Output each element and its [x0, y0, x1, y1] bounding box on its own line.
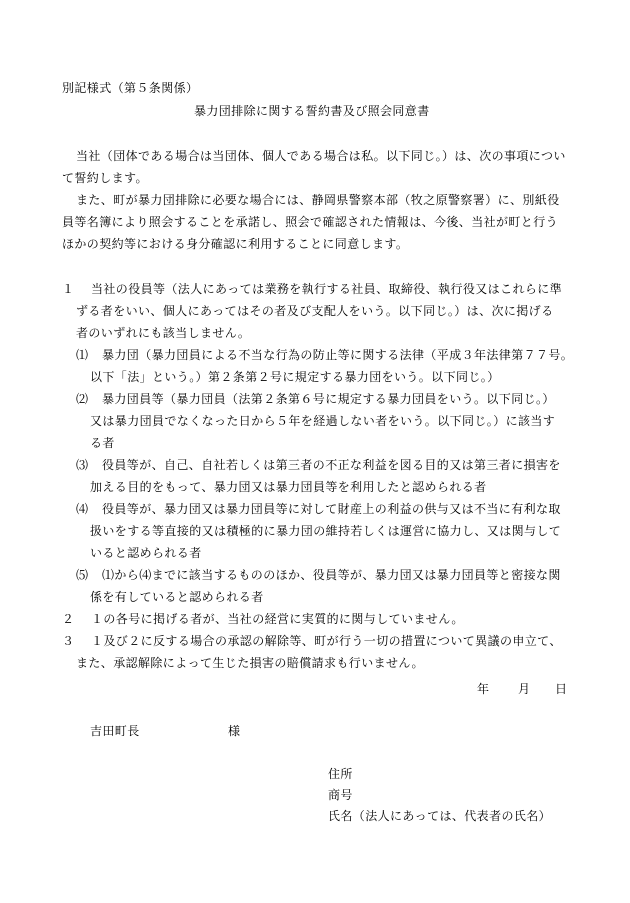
address-label: 住所	[328, 767, 353, 781]
intro-paragraph-1-line-2: て誓約します。	[62, 171, 148, 185]
sub-item-2-number: ⑵	[76, 392, 89, 406]
date-year-label: 年	[477, 682, 490, 696]
item-3-line-1: １及び２に反する場合の承認の解除等、町が行う一切の措置について異議の申立て、	[91, 634, 562, 648]
sub-item-3-line-1: 役員等が、自己、自社若しくは第三者の不正な利益を図る目的又は第三者に損害を	[102, 458, 561, 472]
company-name-label: 商号	[328, 788, 353, 802]
sub-item-5-number: ⑸	[76, 568, 89, 582]
addressee-honorific: 様	[228, 724, 241, 738]
sub-item-4-line-1: 役員等が、暴力団又は暴力団員等に対して財産上の利益の供与又は不当に有利な取	[102, 502, 561, 516]
item-1-number: １	[62, 282, 75, 296]
intro-paragraph-1-line-1: 当社（団体である場合は当団体、個人である場合は私。以下同じ。）は、次の事項につい	[76, 149, 566, 163]
intro-paragraph-2-line-3: ほかの契約等における身分確認に利用することに同意します。	[62, 237, 409, 251]
signer-name-label: 氏名（法人にあっては、代表者の氏名）	[328, 809, 552, 823]
item-3-number: ３	[62, 634, 75, 648]
item-1-line-3: 者のいずれにも該当しません。	[76, 326, 251, 340]
document-title: 暴力団排除に関する誓約書及び照会同意書	[194, 104, 430, 118]
item-1-line-2: ずる者をいい、個人にあってはその者及び支配人をいう。以下同じ。）は、次に掲げる	[76, 304, 554, 318]
sub-item-2-line-1: 暴力団員等（暴力団員（法第２条第６号に規定する暴力団員をいう。以下同じ。）	[102, 392, 555, 406]
sub-item-2-line-3: る者	[90, 436, 115, 450]
intro-paragraph-2-line-2: 員等名簿により照会することを承諾し、照会で確認された情報は、今後、当社が町と行う	[62, 215, 559, 229]
sub-item-2-line-2: 又は暴力団員でなくなった日から５年を経過しない者をいう。以下同じ。）に該当す	[90, 414, 556, 428]
sub-item-3-line-2: 加える目的をもって、暴力団又は暴力団員等を利用したと認められる者	[90, 480, 487, 494]
sub-item-4-line-3: いると認められる者	[90, 546, 202, 560]
date-month-label: 月	[518, 682, 531, 696]
item-2-number: ２	[62, 612, 75, 626]
sub-item-1-line-2: 以下「法」という。）第２条第２号に規定する暴力団をいう。以下同じ。）	[90, 370, 500, 384]
item-3-line-2: また、承認解除によって生じた損害の賠償請求も行いません。	[76, 656, 424, 670]
form-label: 別記様式（第５条関係）	[62, 81, 199, 95]
sub-item-5-line-1: ⑴から⑷までに該当するもののほか、役員等が、暴力団又は暴力団員等と密接な関	[102, 568, 561, 582]
item-2-line-1: １の各号に掲げる者が、当社の経営に実質的に関与していません。	[91, 612, 464, 626]
sub-item-1-line-1: 暴力団（暴力団員による不当な行為の防止等に関する法律（平成３年法律第７７号。	[102, 348, 574, 362]
addressee-name: 吉田町長	[90, 724, 140, 738]
sub-item-5-line-2: 係を有していると認められる者	[90, 590, 264, 604]
item-1-line-1: 当社の役員等（法人にあっては業務を執行する社員、取締役、執行役又はこれらに準	[91, 282, 563, 296]
date-day-label: 日	[555, 682, 568, 696]
sub-item-1-number: ⑴	[76, 348, 89, 362]
sub-item-3-number: ⑶	[76, 458, 89, 472]
sub-item-4-number: ⑷	[76, 502, 89, 516]
sub-item-4-line-2: 扱いをする等直接的又は積極的に暴力団の維持若しくは運営に協力し、又は関与して	[90, 524, 562, 538]
intro-paragraph-2-line-1: また、町が暴力団排除に必要な場合には、静岡県警察本部（牧之原警察署）に、別紙役	[76, 193, 560, 207]
